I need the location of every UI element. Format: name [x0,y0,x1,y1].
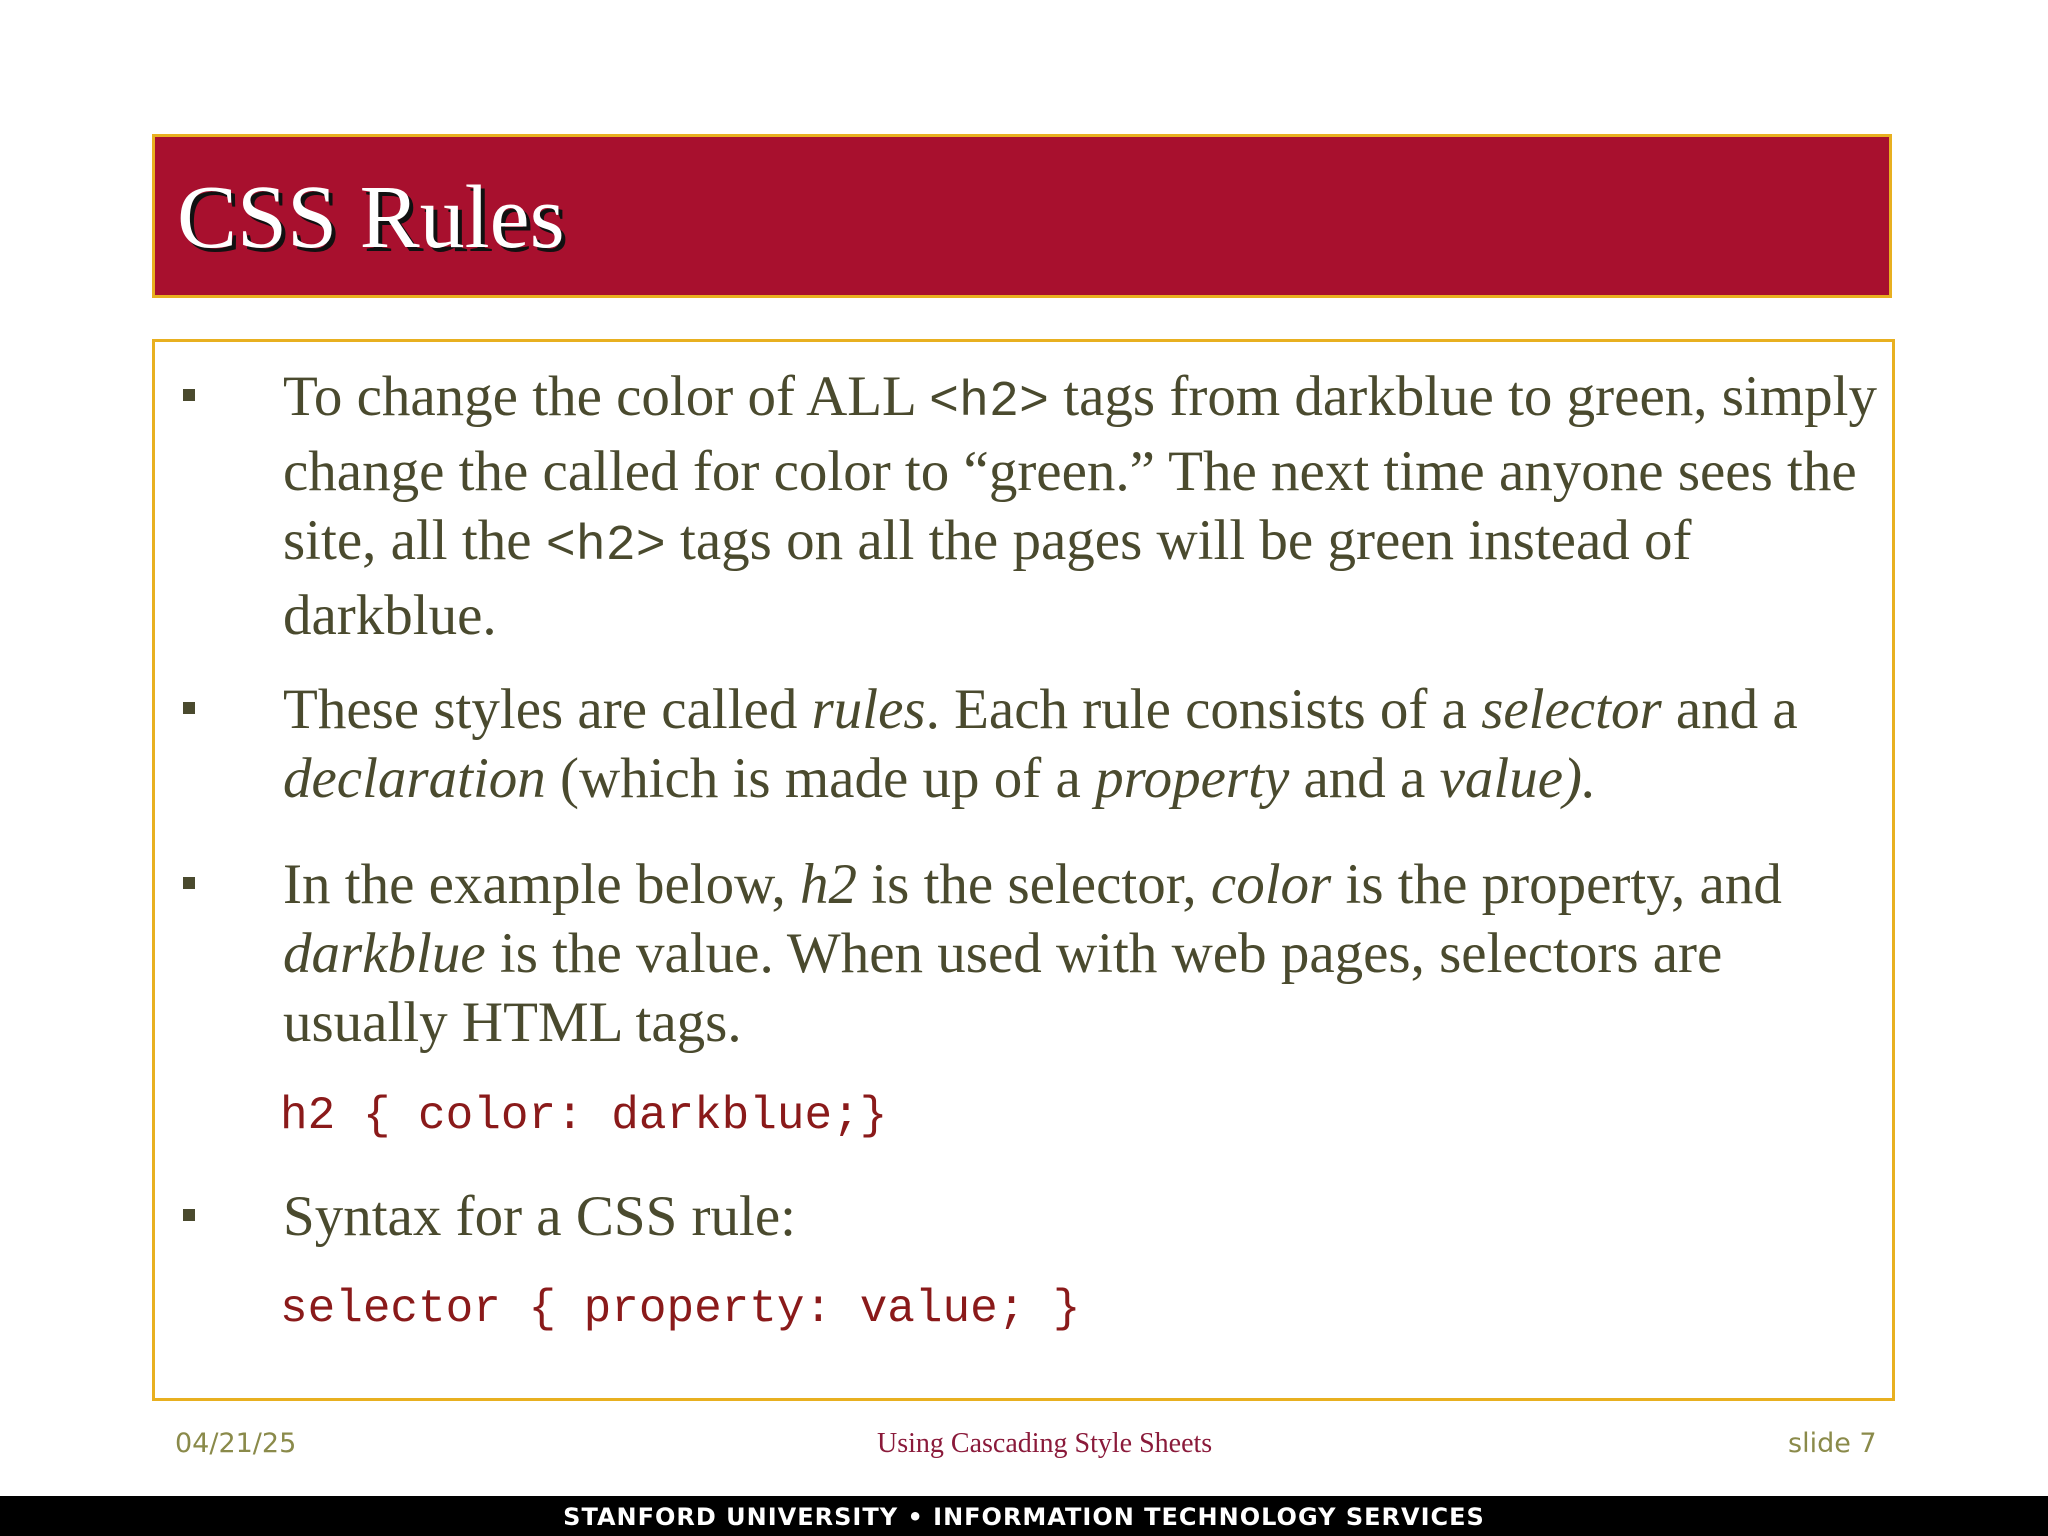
bottom-band [0,1496,2048,1536]
footer-date: 04/21/25 [175,1428,297,1459]
slide-title-bar [152,134,1892,298]
emphasis-term: darkblue [283,922,486,985]
bullet-text [283,675,1883,813]
text-run: and a [1289,747,1440,810]
code-term: <h2> [929,374,1050,431]
bullet-text [283,850,1883,1057]
square-bullet-icon [183,877,195,889]
code-term: <h2> [545,518,666,575]
text-run: . Each rule consists of a [925,678,1482,741]
emphasis-term: declaration [283,747,546,810]
slide-title: CSS Rules [177,168,565,267]
text-run: tags from darkblue to green, simply change the called for color to “green.” The next time anyone sees the site, all the [283,365,1877,572]
square-bullet-icon [183,389,195,401]
text-run: In the example below, [283,853,801,916]
emphasis-term: selector [1481,678,1662,741]
footer-presentation-title: Using Cascading Style Sheets [877,1428,1213,1459]
text-run: is the property, and [1331,853,1782,916]
text-run: is the selector, [857,853,1211,916]
text-run: To change the color of ALL [283,365,930,428]
emphasis-term: color [1210,853,1332,916]
square-bullet-icon [183,702,195,714]
text-run: and a [1661,678,1798,741]
bullet-text [283,362,1883,650]
square-bullet-icon [183,1209,195,1221]
emphasis-term: value). [1439,747,1597,810]
text-run: Syntax for a CSS rule: [283,1185,796,1248]
content-box [152,339,1895,1401]
emphasis-term: rules [811,678,926,741]
code-example: h2 { color: darkblue;} [280,1090,888,1142]
text-run: These styles are called [283,678,812,741]
bullet-text [283,1182,1883,1251]
text-run: is the value. When used with web pages, selectors are usually HTML tags. [283,922,1723,1054]
footer-slide-number: slide 7 [1788,1428,1877,1459]
text-run: (which is made up of a [545,747,1096,810]
emphasis-term: h2 [800,853,858,916]
bottom-band-text: STANFORD UNIVERSITY • INFORMATION TECHNOLOGY SERVICES [563,1503,1485,1531]
text-run: tags on all the pages will be green instead of darkblue. [283,509,1692,647]
code-syntax: selector { property: value; } [280,1283,1081,1335]
emphasis-term: property [1095,747,1290,810]
